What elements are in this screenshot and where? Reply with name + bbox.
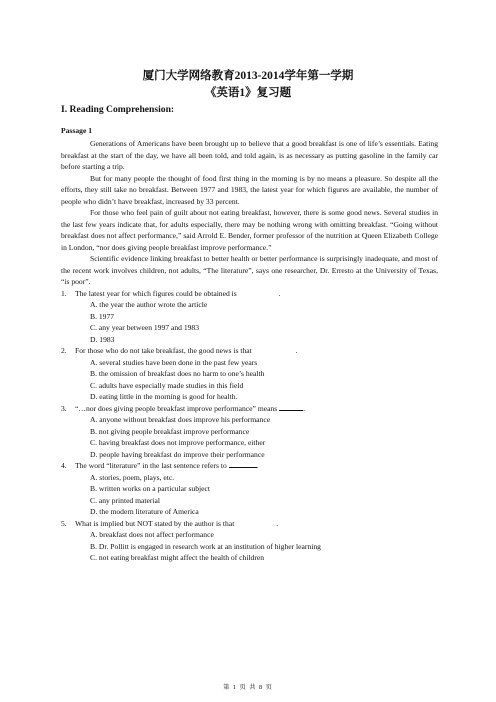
answer-blank (279, 410, 303, 411)
question-end: . (276, 518, 279, 528)
option: D. eating little in the morning is good for health. (90, 392, 238, 401)
question-end: . (278, 288, 281, 298)
paragraph: Scientific evidence linking breakfast to better health or better performance is surprisingly inadequate, and most of the recent work involves children, not adults, “The literature”, says one researcher, Dr. Erresto at the University of Texas, “is poor”. (61, 254, 438, 286)
option: B. 1977 (90, 311, 115, 321)
document-body (61, 138, 438, 564)
question-end: . (295, 346, 298, 355)
question-4 (61, 460, 438, 518)
option: C. any printed material (90, 495, 161, 505)
option: C. any year between 1997 and 1983 (90, 323, 200, 332)
option: A. the year the author wrote the article (90, 300, 208, 309)
question-2 (61, 345, 438, 403)
option: A. breakfast does not affect performance (90, 530, 214, 539)
answer-blank (236, 525, 276, 526)
question-number: 4. (61, 461, 67, 470)
option: C. not eating breakfast might affect the health of children (90, 553, 265, 562)
question-number: 5. (61, 518, 67, 528)
question-number: 3. (61, 403, 67, 413)
answer-blank (239, 295, 279, 296)
option: B. written works on a particular subject (90, 484, 210, 493)
page-footer: 第 1 页 共 8 页 (223, 684, 273, 691)
option: D. the modern literature of America (90, 507, 199, 516)
option: D. people having breakfast do improve their performance (90, 449, 265, 459)
passage-label: Passage 1 (61, 126, 93, 135)
question-stem: What is implied but NOT stated by the author is that (75, 518, 235, 528)
answer-blank (254, 352, 296, 353)
option: B. not giving people breakfast improve performance (90, 426, 250, 436)
document-subtitle: 《英语1》复习题 (204, 87, 292, 99)
option: A. anyone without breakfast does improve his performance (90, 415, 271, 424)
option: C. adults have especially made studies in this field (90, 380, 244, 390)
question-number: 2. (61, 346, 67, 355)
question-end: . (256, 461, 259, 470)
question-number: 1. (61, 288, 67, 298)
document-title: 厦门大学网络教育2013-2014学年第一学期 (142, 70, 354, 82)
section-heading: I. Reading Comprehension: (61, 104, 175, 115)
answer-blank (229, 467, 257, 468)
question-stem: “…nor does giving people breakfast improve performance” means (75, 403, 278, 413)
paragraph: For those who feel pain of guilt about not eating breakfast, however, there is some good news. Several studies in the last few years indicate that, for adults especially, there may be nothing wrong with omitting breakfast. “Going without breakfast does not affect performance,” said Arrold E. Bender, former professor of the nutrition at Queen Elizabeth College in London, “nor does giving people breakfast improve performance.” (61, 208, 438, 252)
question-5 (61, 518, 438, 564)
question-stem: The latest year for which figures could be obtained is (75, 288, 237, 298)
question-1 (61, 288, 438, 346)
option: D. 1983 (90, 334, 115, 344)
question-3 (61, 403, 438, 461)
question-stem: For those who do not take breakfast, the good news is that (75, 346, 252, 355)
option: A. stories, poem, plays, etc. (90, 472, 175, 482)
question-end: . (303, 403, 306, 413)
paragraph: But for many people the thought of food first thing in the morning is by no means a pleasure. So despite all the efforts, they still take no breakfast. Between 1977 and 1983, the latest year for which figures are available, the number of people who didn’t have breakfast, increased by 33 percent. (61, 173, 438, 206)
option: A. several studies have been done in the past few years (90, 357, 258, 367)
question-stem: The word “literature” in the last sentence refers to (75, 461, 227, 470)
option: C. having breakfast does not improve performance, either (90, 438, 266, 447)
paragraph: Generations of Americans have been brought up to believe that a good breakfast is one of life’s essentials. Eating breakfast at the start of the day, we have all been told, and told again, is as necessary as putting gasoline in the family car before starting a trip. (61, 139, 438, 171)
option: B. the omission of breakfast does no harm to one’s health (90, 369, 265, 378)
option: B. Dr. Pollitt is engaged in research work at an institution of higher learning (90, 541, 321, 551)
